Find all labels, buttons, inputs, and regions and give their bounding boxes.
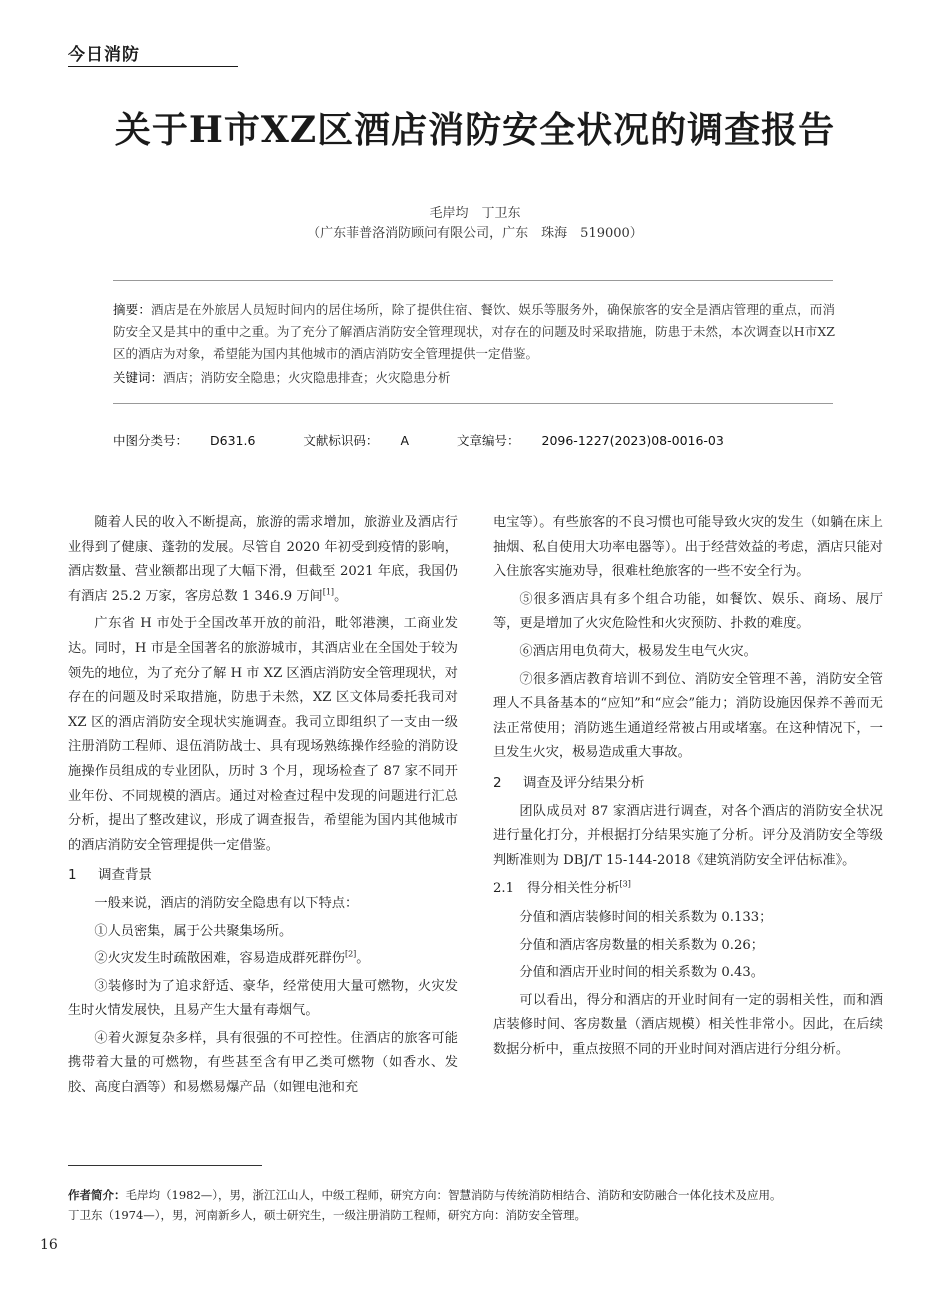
- abstract-top-rule: [113, 280, 833, 281]
- article-no-value: 2096-1227(2023)08-0016-03: [541, 433, 724, 448]
- citation-ref: [3]: [619, 879, 631, 889]
- author-footnote: [68, 1185, 908, 1225]
- footnote-label: 作者简介：: [68, 1188, 126, 1202]
- paragraph: 分值和酒店开业时间的相关系数为 0.43。: [519, 965, 764, 981]
- list-item: ⑥酒店用电负荷大，极易发生电气火灾。: [519, 643, 757, 659]
- paragraph: 分值和酒店装修时间的相关系数为 0.133；: [519, 909, 773, 925]
- list-item: ①人员密集，属于公共聚集场所。: [94, 923, 293, 939]
- paragraph: 电宝等）。有些旅客的不良习惯也可能导致火灾的发生（如躺在床上抽烟、私自使用大功率电器等）。出于经营效益的考虑，酒店只能对入住旅客实施劝导，很难杜绝旅客的一些不安全行为。: [493, 515, 883, 580]
- abstract: [113, 299, 835, 365]
- abstract-bottom-rule: [113, 403, 833, 404]
- abstract-label: 摘要：: [113, 302, 152, 317]
- list-item: ⑤很多酒店具有多个组合功能，如餐饮、娱乐、商场、展厅等，更是增加了火灾危险性和火灾预防、扑救的难度。: [493, 591, 883, 632]
- body-column-right: [493, 511, 883, 1065]
- page-number: 16: [40, 1237, 58, 1253]
- keywords-text: 酒店；消防安全隐患；火灾隐患排查；火灾隐患分析: [163, 370, 451, 385]
- section-heading: [68, 863, 458, 888]
- document-code: [303, 433, 431, 448]
- section-title: 调查背景: [98, 867, 152, 884]
- article-title: 关于H市XZ区酒店消防安全状况的调查报告: [114, 109, 836, 151]
- section-label: 今日消防: [68, 45, 140, 65]
- clc-number: [113, 433, 277, 448]
- paragraph: 随着人民的收入不断提高，旅游的需求增加，旅游业及酒店行业得到了健康、蓬勃的发展。尽管自 2020 年初受到疫情的影响，酒店数量、营业额都出现了大幅下滑，但截至 2021 年底，我国仍有酒店 25.2 万家，客房总数 1 346.9 万间[1]。: [68, 515, 458, 604]
- section-number: 1: [68, 867, 77, 884]
- keywords: [113, 367, 835, 389]
- authors: 毛岸均 丁卫东: [429, 206, 521, 221]
- citation-ref: [2]: [344, 949, 357, 959]
- paragraph: 分值和酒店客房数量的相关系数为 0.26；: [519, 937, 764, 953]
- affiliation: （广东菲普洛消防顾问有限公司，广东 珠海 519000）: [307, 226, 643, 241]
- paragraph: 一般来说，酒店的消防安全隐患有以下特点：: [94, 895, 359, 911]
- abstract-text: 酒店是在外旅居人员短时间内的居住场所，除了提供住宿、餐饮、娱乐等服务外，确保旅客的安全是酒店管理的重点，而消防安全又是其中的重中之重。为了充分了解酒店消防安全管理现状，对存在的问题及时采取措施，防患于未然，本次调查以H市XZ区的酒店为对象，希望能为国内其他城市的酒店消防安全管理提供一定借鉴。: [113, 302, 835, 361]
- footnote-rule: [68, 1165, 262, 1166]
- classification-line: [113, 431, 835, 449]
- list-item: ④着火源复杂多样，具有很强的不可控性。住酒店的旅客可能携带着大量的可燃物，有些甚至含有甲乙类可燃物（如香水、发胶、高度白酒等）和易燃易爆产品（如锂电池和充: [68, 1030, 458, 1096]
- paragraph: 可以看出，得分和酒店的开业时间有一定的弱相关性，而和酒店装修时间、客房数量（酒店规模）相关性非常小。因此，在后续数据分析中，重点按照不同的开业时间对酒店进行分组分析。: [493, 992, 883, 1057]
- list-item: ③装修时为了追求舒适、豪华，经常使用大量可燃物，火灾发生时火情发展快，且易产生大量有毒烟气。: [68, 978, 458, 1019]
- paragraph: 广东省 H 市处于全国改革开放的前沿，毗邻港澳，工商业发达。同时，H 市是全国著名的旅游城市，其酒店业在全国处于较为领先的地位，为了充分了解 H 市 XZ 区酒店消防安全管理现状，对存在的问题及时采取措施，防患于未然，XZ 区文体局委托我司对 XZ 区的酒店消防安全现状实施调查。我司立即组织了一支由一级注册消防工程师、退伍消防战士、具有现场熟练操作经验的消防设施操作员组成的专业团队，历时 3 个月，现场检查了 87 家不同开业年份、不同规模的酒店。通过对检查过程中发现的问题进行汇总分析，提出了整改建议，形成了调查报告，希望能为国内其他城市的酒店消防安全管理提供一定借鉴。: [68, 616, 458, 853]
- doc-code-label: 文献标识码：: [303, 433, 379, 448]
- subsection-heading: 2.1 得分相关性分析[3]: [493, 879, 631, 897]
- list-item: ⑦很多酒店教育培训不到位、消防安全管理不善，消防安全管理人不具备基本的“应知”和“应会”能力；消防设施因保养不善而无法正常使用；消防逃生通道经常被占用或堵塞。在这种情况下，一旦发生火灾，极易造成重大事故。: [493, 671, 883, 761]
- article-no-label: 文章编号：: [456, 433, 520, 448]
- article-number: [457, 433, 746, 448]
- clc-value: D631.6: [210, 433, 256, 448]
- section-heading: [493, 771, 883, 796]
- citation-ref: [1]: [322, 587, 335, 597]
- paragraph: 团队成员对 87 家酒店进行调查，对各个酒店的消防安全状况进行量化打分，并根据打分结果实施了分析。评分及消防安全等级判断准则为 DBJ/T 15-144-2018《建筑消防安全评估标准》。: [493, 803, 883, 868]
- doc-code-value: A: [400, 433, 409, 448]
- body-column-left: [68, 511, 458, 1104]
- footnote-line-2: 丁卫东（1974—），男，河南新乡人，硕士研究生，一级注册消防工程师，研究方向：消防安全管理。: [68, 1208, 587, 1222]
- list-item: ②火灾发生时疏散困难，容易造成群死群伤[2]。: [94, 949, 370, 967]
- section-title: 调查及评分结果分析: [523, 774, 645, 791]
- section-number: 2: [493, 774, 502, 791]
- keywords-label: 关键词：: [113, 370, 164, 385]
- footnote-line-1: 作者简介：毛岸均（1982—），男，浙江江山人，中级工程师，研究方向：智慧消防与传统消防相结合、消防和安防融合一体化技术及应用。: [68, 1188, 782, 1202]
- section-underline: [68, 66, 238, 67]
- clc-label: 中图分类号：: [113, 433, 189, 448]
